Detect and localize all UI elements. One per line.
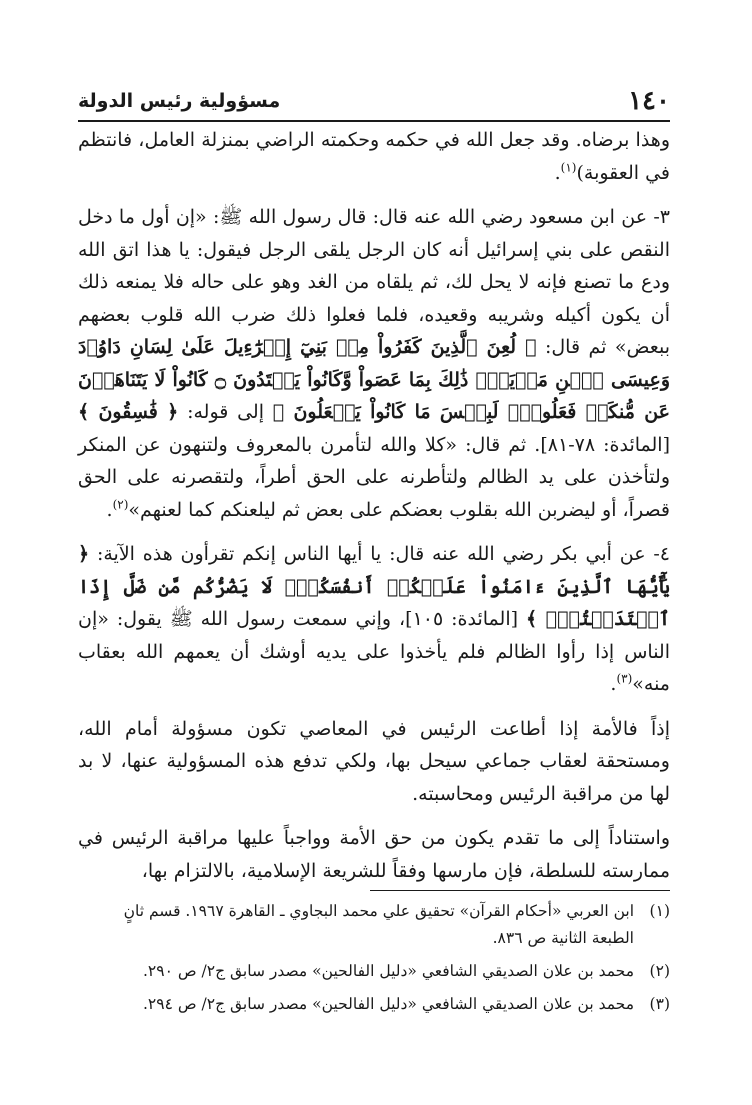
footnote-2 [78,958,670,985]
paragraph-2 [78,201,670,526]
footnote-1 [78,898,670,952]
footnote-number: (١) [649,902,670,920]
paragraph-3 [78,538,670,701]
page-header [78,84,670,122]
footnote-text: ابن العربي «أحكام القرآن» تحقيق علي محمد البجاوي ـ القاهرة ١٩٦٧. قسم ثانٍ الطبعة الثانية ص ٨٣٦. [123,902,634,947]
paragraph-3-tail: [المائدة: ١٠٥]، وإني سمعت رسول الله ﷺ يقول: «إن الناس إذا رأوا الظالم فلم يأخذوا على يديه أوشك أن يعمهم الله بعقاب منه» [78,608,670,695]
running-title: مسؤولية رئيس الدولة [78,90,281,112]
paragraph-2-text: ٣- عن ابن مسعود رضي الله عنه قال: قال رسول الله ﷺ: «إن أول ما دخل النقص على بني إسرائيل أنه كان الرجل يلقى الرجل فيقول: يا هذا اتق الله ودع ما تصنع فإنه لا يحل لك، ثم يلقاه من الغد وهو على حاله فلا يمنعه ذلك أن يكون أكيله وشريبه وقعيده، فلما فعلوا ذلك ضرب الله قلوب بعضهم ببعض» ثم قال: [78,206,670,358]
footnote-ref-2: (٢) [112,497,129,512]
quran-verse-maidah-78-79: ﴿ لُعِنَ ٱلَّذِينَ كَفَرُواْ مِنۢ بَنِيٓ إِسۡرَٰٓءِيلَ عَلَىٰ لِسَانِ دَاوُۥدَ وَعِيسَى ٱبۡنِ مَرۡيَمَۚ ذَٰلِكَ بِمَا عَصَواْ وَّكَانُواْ يَعۡتَدُونَ ۝ كَانُواْ لَا يَتَنَاهَوۡنَ عَن مُّنكَرٖ فَعَلُوهُۚ لَبِئۡسَ مَا كَانُواْ يَفۡعَلُونَ ﴾ [78,336,670,423]
paragraph-5: واستناداً إلى ما تقدم يكون من حق الأمة وواجباً عليها مراقبة الرئيس في ممارسته للسلطة، فإن مارسها وفقاً للشريعة الإسلامية، بالالتزام بها، [78,827,670,882]
paragraph-2-end: . [106,498,113,521]
body-text [78,124,670,887]
paragraph-2-tail: [المائدة: ٧٨-٨١]. ثم قال: «كلا والله لتأمرن بالمعروف ولتنهون عن المنكر ولتأخذن على يد الظالم ولتأطرنه على الحق أطراً، ولتقصرنه على الحق قصراً، أو ليضربن الله بقلوب بعضكم على بعض ثم ليلعنكم كما لعنهم» [78,433,670,521]
quran-verse-maidah-105: ﴿ يَٰٓأَيُّهَا ٱلَّذِينَ ءَامَنُواْ عَلَيۡكُمۡ أَنفُسَكُمۡۖ لَا يَضُرُّكُم مَّن ضَلَّ إِذَا ٱهۡتَدَيۡتُمۡۚ ﴾ [78,543,671,630]
footnote-ref-1: (١) [560,160,577,175]
footnote-text: محمد بن علان الصديقي الشافعي «دليل الفالحين» مصدر سابق ج٢/ ص ٢٩٤. [142,995,634,1013]
footnotes [78,898,670,1024]
paragraph-1-text: وهذا برضاه. وقد جعل الله في حكمه وحكمته الراضي بمنزلة العامل، فانتظم في العقوبة) [78,129,670,184]
paragraph-3-end: . [610,673,617,695]
paragraph-1-end: . [554,161,561,184]
page-number: ١٤٠ [628,86,670,116]
footnote-number: (٣) [649,995,670,1013]
footnote-divider [370,890,670,891]
paragraph-1 [78,124,670,189]
paragraph-4: إذاً فالأمة إذا أطاعت الرئيس في المعاصي تكون مسؤولة أمام الله، ومستحقة لعقاب جماعي سيحل بها، ولكي تدفع هذه المسؤولية عنها، لا بد لها من مراقبة الرئيس ومحاسبته. [78,717,670,805]
footnote-text: محمد بن علان الصديقي الشافعي «دليل الفالحين» مصدر سابق ج٢/ ص ٢٩٠. [142,962,634,980]
quran-verse-fasiqun: ﴿ فَٰسِقُونَ ﴾ [78,401,179,423]
footnote-ref-3: (٣) [616,671,633,686]
paragraph-3-text: ٤- عن أبي بكر رضي الله عنه قال: يا أيها الناس إنكم تقرأون هذه الآية: [96,543,670,565]
paragraph-2-mid: إلى قوله: [187,401,264,423]
footnote-number: (٢) [649,962,670,980]
footnote-3 [78,991,670,1018]
